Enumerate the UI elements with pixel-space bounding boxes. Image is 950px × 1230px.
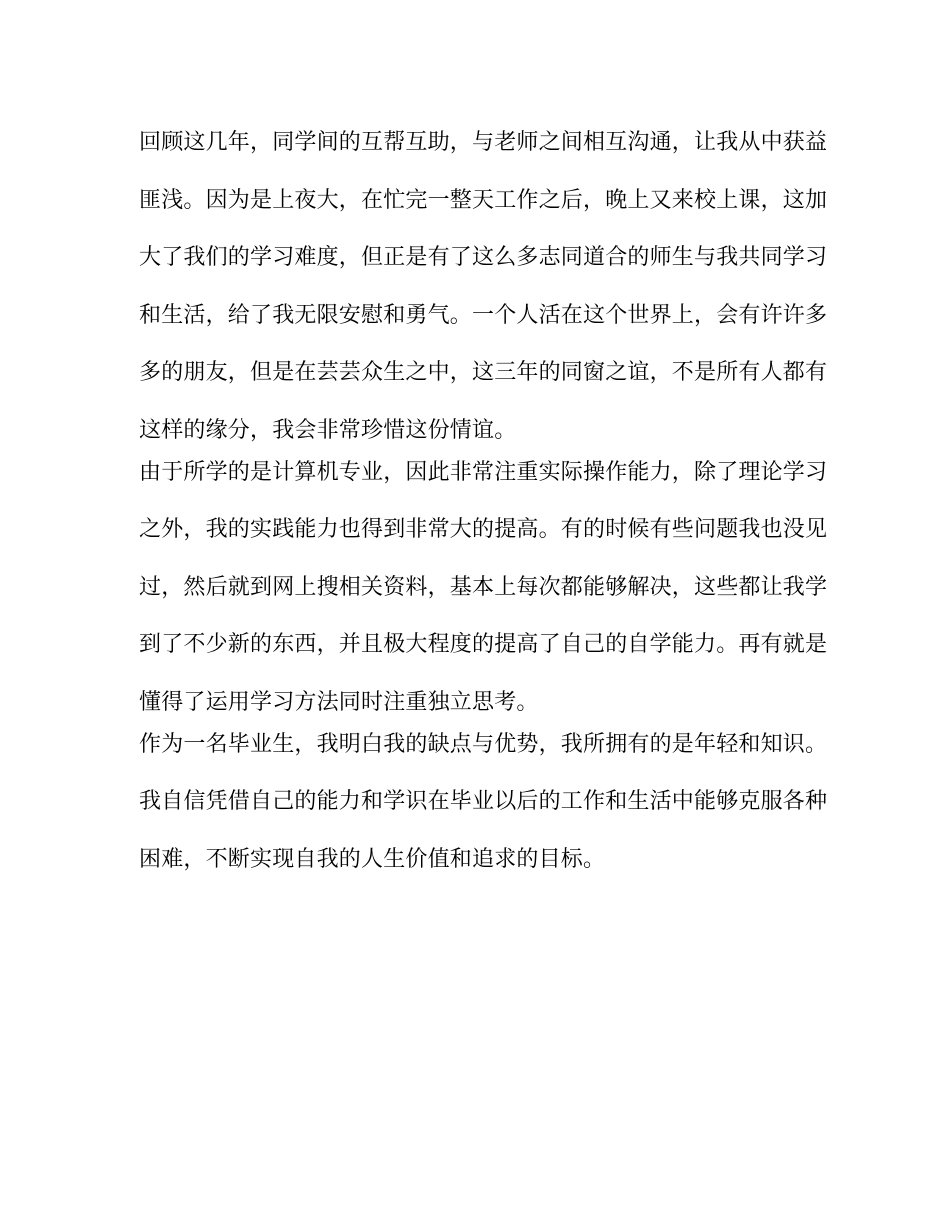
paragraph-major xyxy=(139,452,828,724)
paragraph-graduate xyxy=(139,724,828,881)
text-line: 之外，我的实践能力也得到非常大的提高。有的时候有些问题我也没见 xyxy=(139,517,828,542)
text-line: 这样的缘分，我会非常珍惜这份情谊。 xyxy=(139,417,517,443)
paragraph-classmates xyxy=(139,122,828,452)
text-line: 到了不少新的东西，并且极大程度的提高了自己的自学能力。再有就是 xyxy=(139,632,828,657)
text-line: 我自信凭借自己的能力和学识在毕业以后的工作和生活中能够克服各种 xyxy=(139,789,828,814)
text-line: 和生活，给了我无限安慰和勇气。一个人活在这个世界上，会有许许多 xyxy=(139,302,828,328)
document-body xyxy=(139,122,828,881)
text-line: 由于所学的是计算机专业，因此非常注重实际操作能力，除了理论学习 xyxy=(139,459,828,485)
text-line: 作为一名毕业生，我明白我的缺点与优势，我所拥有的是年轻和知识。 xyxy=(139,731,828,757)
text-line: 回顾这几年，同学间的互帮互助，与老师之间相互沟通，让我从中获益 xyxy=(139,130,828,155)
text-line: 多的朋友，但是在芸芸众生之中，这三年的同窗之谊，不是所有人都有 xyxy=(139,360,828,385)
text-line: 匪浅。因为是上夜大，在忙完一整天工作之后，晚上又来校上课，这加 xyxy=(139,187,828,213)
text-line: 过，然后就到网上搜相关资料，基本上每次都能够解决，这些都让我学 xyxy=(139,574,828,600)
text-line: 大了我们的学习难度，但正是有了这么多志同道合的师生与我共同学习 xyxy=(139,245,828,270)
text-line: 懂得了运用学习方法同时注重独立思考。 xyxy=(139,689,539,715)
text-line: 困难，不断实现自我的人生价值和追求的目标。 xyxy=(139,846,606,872)
